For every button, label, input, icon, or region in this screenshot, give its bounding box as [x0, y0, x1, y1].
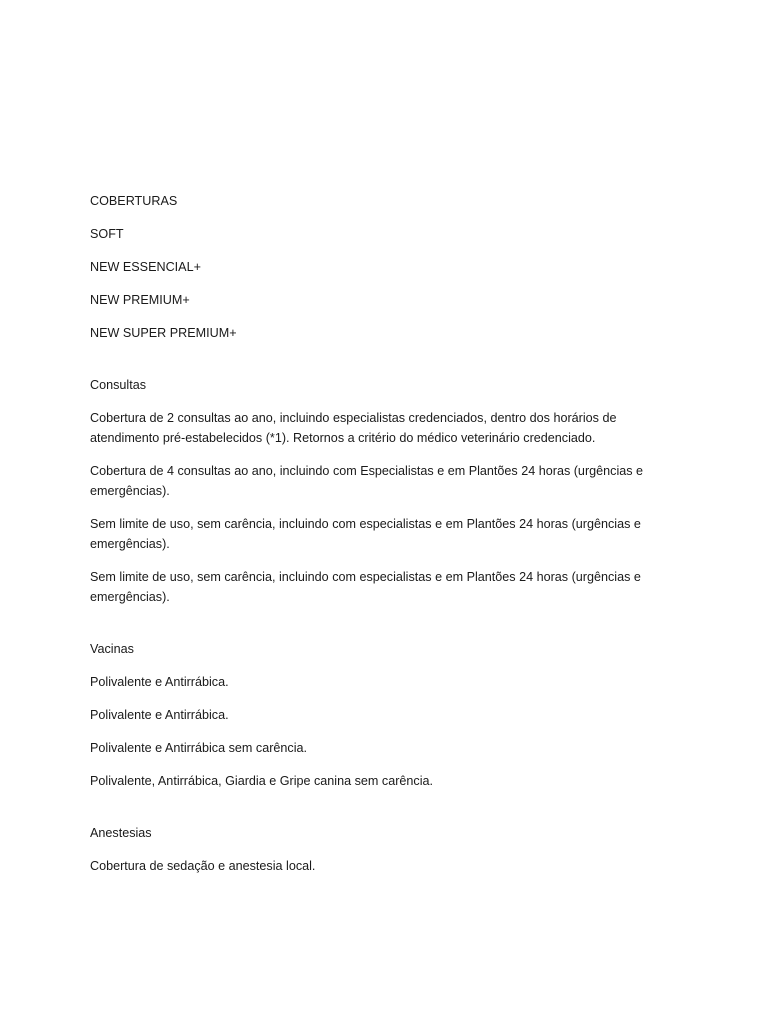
- section-anestesias: [90, 823, 650, 876]
- vacinas-soft: Polivalente e Antirrábica.: [90, 675, 229, 689]
- section-title-vacinas: Vacinas: [90, 642, 134, 656]
- plan-new-essencial: NEW ESSENCIAL+: [90, 260, 201, 274]
- plan-new-super-premium: NEW SUPER PREMIUM+: [90, 326, 237, 340]
- vacinas-new-super-premium: Polivalente, Antirrábica, Giardia e Gripe canina sem carência.: [90, 774, 434, 788]
- document-content: [90, 191, 650, 889]
- consultas-new-essencial: Cobertura de 4 consultas ao ano, incluindo com Especialistas e em Plantões 24 horas (urgências e emergências).: [90, 464, 644, 498]
- anestesias-soft: Cobertura de sedação e anestesia local.: [90, 859, 316, 873]
- consultas-new-super-premium: Sem limite de uso, sem carência, incluindo com especialistas e em Plantões 24 horas (urgências e emergências).: [90, 570, 641, 604]
- section-vacinas: [90, 639, 650, 791]
- section-title-consultas: Consultas: [90, 378, 147, 392]
- consultas-soft: Cobertura de 2 consultas ao ano, incluindo especialistas credenciados, dentro dos horários de atendimento pré-estabelecidos (*1). Retornos a critério do médico veterinário credenciado.: [90, 411, 617, 445]
- vacinas-new-essencial: Polivalente e Antirrábica.: [90, 708, 229, 722]
- coberturas-heading: COBERTURAS: [90, 194, 178, 208]
- plan-soft: SOFT: [90, 227, 124, 241]
- vacinas-new-premium: Polivalente e Antirrábica sem carência.: [90, 741, 308, 755]
- plan-new-premium: NEW PREMIUM+: [90, 293, 190, 307]
- section-consultas: [90, 375, 650, 607]
- section-title-anestesias: Anestesias: [90, 826, 152, 840]
- consultas-new-premium: Sem limite de uso, sem carência, incluindo com especialistas e em Plantões 24 horas (urgências e emergências).: [90, 517, 641, 551]
